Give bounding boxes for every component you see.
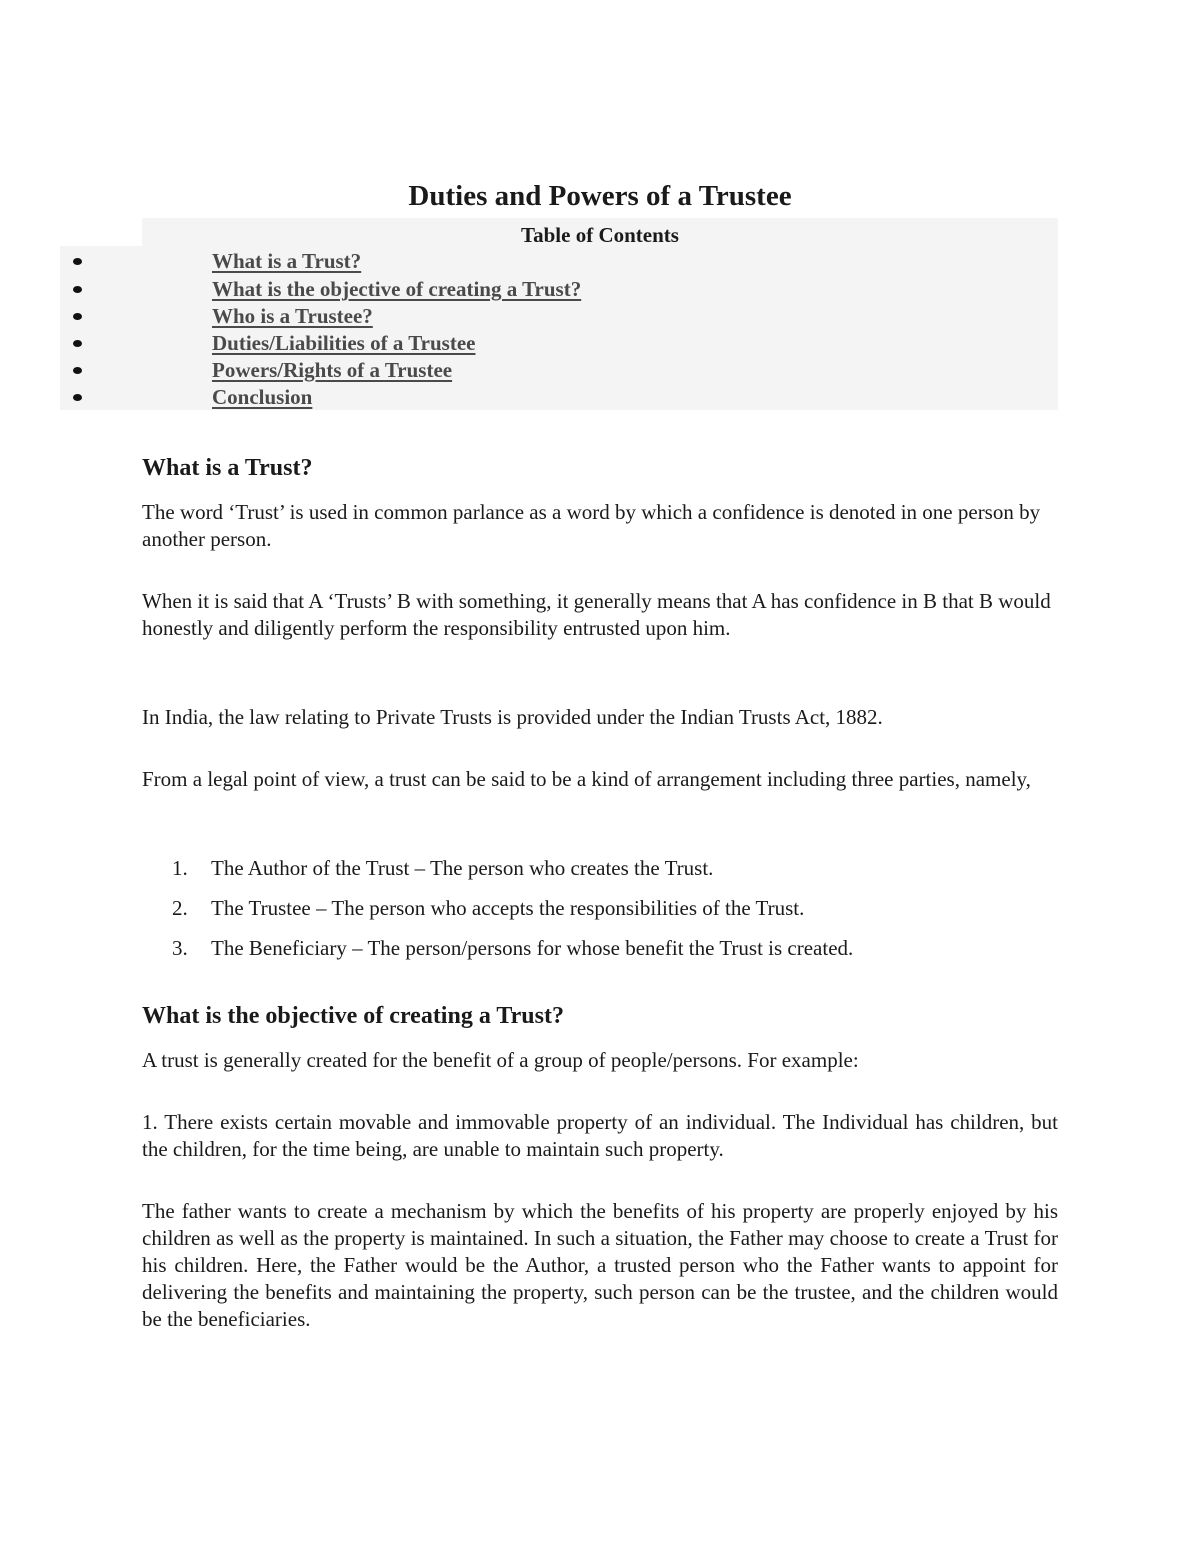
bullet-icon (73, 340, 82, 347)
paragraph: From a legal point of view, a trust can be said to be a kind of arrangement including three parties, namely, (142, 767, 1031, 791)
bullet-icon (73, 258, 82, 265)
bullet-icon (73, 313, 82, 320)
toc-link-objective[interactable]: What is the objective of creating a Trust? (212, 277, 582, 301)
list-text: The Trustee – The person who accepts the responsibilities of the Trust. (211, 896, 805, 920)
bullet-icon (73, 367, 82, 374)
toc-heading: Table of Contents (521, 223, 679, 247)
toc-link-what-is-a-trust[interactable]: What is a Trust? (212, 249, 362, 273)
section-heading-what-is-a-trust: What is a Trust? (142, 455, 313, 481)
toc-link-who-is-a-trustee[interactable]: Who is a Trustee? (212, 304, 373, 328)
paragraph: When it is said that A ‘Trusts’ B with something, it generally means that A has confidence in B that B would honestly and diligently perform the responsibility entrusted upon him. (142, 589, 1051, 640)
list-number: 1. (172, 856, 188, 880)
bullet-icon (73, 394, 82, 401)
list-number: 2. (172, 896, 188, 920)
paragraph: The father wants to create a mechanism by which the benefits of his property are properly enjoyed by his children as well as the property is maintained. In such a situation, the Father may choose to create a Trust for his children. Here, the Father would be the Author, a trusted person who the Father wants to appoint for delivering the benefits and maintaining the property, such person can be the trustee, and the children would be the beneficiaries. (142, 1199, 1058, 1331)
list-number: 3. (172, 936, 188, 960)
paragraph: A trust is generally created for the benefit of a group of people/persons. For example: (142, 1048, 859, 1072)
list-text: The Beneficiary – The person/persons for whose benefit the Trust is created. (211, 936, 854, 960)
toc-link-duties[interactable]: Duties/Liabilities of a Trustee (212, 331, 476, 355)
list-text: The Author of the Trust – The person who creates the Trust. (211, 856, 714, 880)
paragraph: In India, the law relating to Private Trusts is provided under the Indian Trusts Act, 1882. (142, 705, 883, 729)
document-title: Duties and Powers of a Trustee (408, 180, 792, 212)
section-heading-objective: What is the objective of creating a Trust? (142, 1003, 564, 1029)
toc-background-strip (60, 246, 142, 410)
toc-link-powers[interactable]: Powers/Rights of a Trustee (212, 358, 453, 382)
paragraph: 1. There exists certain movable and immovable property of an individual. The Individual has children, but the children, for the time being, are unable to maintain such property. (142, 1110, 1058, 1161)
toc-link-conclusion[interactable]: Conclusion (212, 385, 313, 409)
paragraph: The word ‘Trust’ is used in common parlance as a word by which a confidence is denoted in one person by another person. (142, 500, 1041, 551)
bullet-icon (73, 286, 82, 293)
